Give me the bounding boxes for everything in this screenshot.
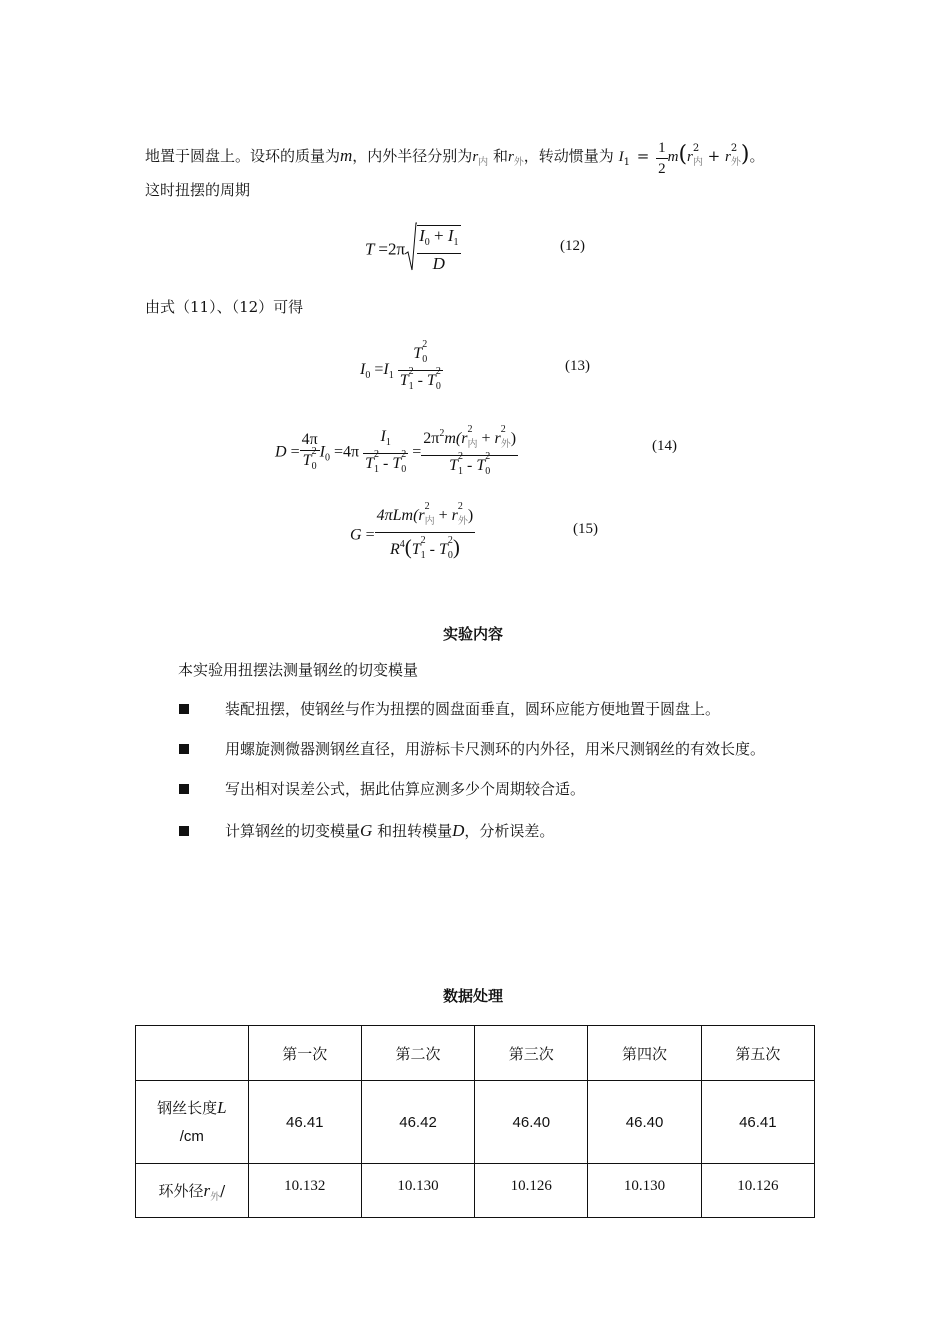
var-I: I <box>380 427 386 445</box>
list-item <box>225 821 554 841</box>
table-cell: 46.41 <box>248 1081 361 1164</box>
table-cell: 46.40 <box>475 1081 588 1164</box>
sub: 1 <box>623 157 630 168</box>
numerator-prefix: 4πLm( <box>376 507 419 524</box>
var-r: r <box>725 149 731 165</box>
sup: 2 <box>420 535 426 546</box>
sup: 2 <box>692 143 700 154</box>
equation-12 <box>365 222 461 279</box>
sub-outer: 外 <box>210 1192 221 1203</box>
var-I: I <box>419 226 425 245</box>
fraction <box>375 501 476 566</box>
section-title-data: 数据处理 <box>443 987 504 1005</box>
text: ，内外半径分别为 <box>352 147 473 165</box>
sup: 2 <box>435 366 441 377</box>
sub: 0 <box>424 237 430 248</box>
var-I: I <box>383 361 389 379</box>
fraction-2 <box>363 427 408 480</box>
var-I: I <box>319 443 325 461</box>
text: ，转动惯量为 <box>523 147 614 165</box>
sup: 2 <box>458 451 464 462</box>
sup: 2 <box>311 445 317 457</box>
var-D: D <box>275 443 287 461</box>
sub-outer: 外 <box>730 157 741 168</box>
list-item: 装配扭摆，使钢丝与作为扭摆的圆盘面垂直，圆环应能方便地置于圆盘上。 <box>225 700 721 718</box>
numerator <box>421 424 518 455</box>
sub: 0 <box>422 354 428 365</box>
denominator <box>375 532 476 566</box>
sup: 4 <box>399 539 405 550</box>
coefficient: 4π <box>343 443 360 461</box>
table-cell: 46.42 <box>361 1081 474 1164</box>
sub: 0 <box>325 452 330 464</box>
plus: + <box>707 147 721 165</box>
sub-inner: 内 <box>692 157 703 168</box>
text: 地置于圆盘上。设环的质量为 <box>145 147 341 165</box>
text: ，分析误差。 <box>464 822 555 840</box>
sup: 2 <box>457 501 463 512</box>
table-header-row <box>136 1026 815 1081</box>
bullet-icon <box>179 704 189 714</box>
numerator: 1 <box>658 140 666 156</box>
section-title-content: 实验内容 <box>443 625 504 643</box>
sup: 2 <box>374 448 380 460</box>
sub: 0 <box>365 370 371 382</box>
text: 。 <box>749 147 765 165</box>
var-T: T <box>392 454 402 472</box>
paragraph-line-1 <box>145 138 765 177</box>
unit-text: / <box>220 1182 226 1200</box>
sub: 1 <box>385 436 391 448</box>
sub: 1 <box>420 550 426 561</box>
equals: = <box>412 443 422 461</box>
list-item: 写出相对误差公式，据此估算应测多少个周期较合适。 <box>225 780 586 798</box>
sup: 2 <box>447 535 453 546</box>
equals: = <box>290 443 300 461</box>
sub-outer: 外 <box>513 157 524 168</box>
table-cell: 10.132 <box>248 1164 361 1218</box>
sup: 2 <box>439 428 445 439</box>
var-r: r <box>203 1181 211 1200</box>
data-table <box>135 1025 815 1218</box>
row-label <box>136 1081 249 1164</box>
var-r: r <box>461 430 468 447</box>
paren-close: ) <box>452 535 460 559</box>
fraction <box>398 339 443 397</box>
fraction-1 <box>300 430 320 477</box>
plus: + <box>434 226 444 245</box>
sup: 2 <box>730 143 738 154</box>
paren-close: ) <box>510 430 517 447</box>
sub-inner: 内 <box>467 439 478 450</box>
bullet-icon <box>179 744 189 754</box>
equals: = <box>334 443 344 461</box>
text: 和扭转模量 <box>377 822 453 840</box>
equation-number-13: (13) <box>565 358 590 374</box>
header-cell: 第一次 <box>248 1026 361 1081</box>
var-T: T <box>476 457 486 474</box>
text: 和 <box>492 147 508 165</box>
list-item: 用螺旋测微器测钢丝直径，用游标卡尺测环的内外径，用米尺测钢丝的有效长度。 <box>225 740 766 758</box>
var-r: r <box>451 507 458 524</box>
sup: 2 <box>485 451 491 462</box>
sub: 1 <box>453 237 459 248</box>
var-r: r <box>418 507 425 524</box>
equation-number-15: (15) <box>573 521 598 537</box>
table-cell: 46.41 <box>701 1081 814 1164</box>
sup: 2 <box>500 424 506 435</box>
derivation-text: 由式（11）、（12）可得 <box>145 298 304 316</box>
var-T: T <box>411 541 421 558</box>
var-T: T <box>365 239 375 259</box>
equation-15 <box>350 501 475 566</box>
var-T: T <box>438 541 448 558</box>
denominator: D <box>417 253 460 274</box>
denominator <box>398 366 443 397</box>
header-cell: 第二次 <box>361 1026 474 1081</box>
var-L: L <box>217 1097 227 1117</box>
sup: 2 <box>422 339 428 350</box>
denominator <box>421 451 518 482</box>
table-cell: 46.40 <box>588 1081 701 1164</box>
sub-inner: 内 <box>478 157 489 168</box>
coefficient: 2π <box>423 430 440 447</box>
sub: 1 <box>408 381 414 392</box>
var-m: m( <box>444 430 462 447</box>
var-r: r <box>687 149 693 165</box>
paren-close: ) <box>740 142 750 167</box>
fraction-3 <box>421 424 518 482</box>
table-cell: 10.126 <box>475 1164 588 1218</box>
sub-outer: 外 <box>500 439 511 450</box>
sub: 1 <box>388 370 394 382</box>
numerator <box>375 501 476 532</box>
var-G: G <box>350 526 362 544</box>
paren-close: ) <box>467 507 474 524</box>
var-T: T <box>302 451 312 469</box>
paren-open: ( <box>678 142 688 167</box>
sup: 2 <box>467 424 473 435</box>
equation-14 <box>275 424 518 482</box>
paren-open: ( <box>404 535 412 559</box>
sup: 2 <box>401 448 407 460</box>
paragraph-line-2: 这时扭摆的周期 <box>145 181 251 199</box>
minus: - <box>429 541 435 558</box>
sqrt-fraction <box>417 225 460 274</box>
table-cell: 10.126 <box>701 1164 814 1218</box>
sub: 1 <box>374 463 380 475</box>
sub: 0 <box>485 466 491 477</box>
sub-outer: 外 <box>457 516 468 527</box>
var-G: G <box>360 821 373 840</box>
section-intro: 本实验用扭摆法测量钢丝的切变模量 <box>178 661 419 679</box>
sub: 0 <box>401 463 407 475</box>
minus: - <box>417 372 423 389</box>
denominator <box>363 448 408 480</box>
header-cell: 第五次 <box>701 1026 814 1081</box>
var-m: m <box>667 149 679 165</box>
sup: 2 <box>408 366 414 377</box>
var-I: I <box>618 149 624 165</box>
var-I: I <box>447 226 454 245</box>
sub: 0 <box>311 460 317 472</box>
plus: + <box>438 507 448 524</box>
bullet-icon <box>179 826 189 836</box>
denominator: 2 <box>656 158 668 179</box>
var-T: T <box>426 372 436 389</box>
equals: = <box>365 526 375 544</box>
header-cell: 第三次 <box>475 1026 588 1081</box>
var-T: T <box>413 345 423 362</box>
var-r: r <box>494 430 501 447</box>
var-r: r <box>507 149 514 165</box>
table-cell: 10.130 <box>361 1164 474 1218</box>
var-r: r <box>472 149 479 165</box>
equation-13 <box>360 339 443 397</box>
coefficient: 2π <box>388 239 406 259</box>
table-cell: 10.130 <box>588 1164 701 1218</box>
sqrt-sign <box>405 222 417 279</box>
sub-inner: 内 <box>424 516 435 527</box>
sub: 1 <box>458 466 464 477</box>
text: 计算钢丝的切变模量 <box>225 822 361 840</box>
equation-number-12: (12) <box>560 238 585 254</box>
numerator: 4π <box>301 430 318 448</box>
row-label <box>136 1164 249 1218</box>
sup: 2 <box>424 501 430 512</box>
table-row <box>136 1081 815 1164</box>
sub: 0 <box>435 381 441 392</box>
var-D: D <box>452 821 465 840</box>
equals: = <box>374 361 384 379</box>
equals: = <box>636 147 650 165</box>
label-text: 钢丝长度 <box>157 1098 218 1117</box>
numerator <box>417 226 460 253</box>
header-cell: 第四次 <box>588 1026 701 1081</box>
minus: - <box>383 454 389 472</box>
equation-number-14: (14) <box>652 438 677 454</box>
var-I: I <box>360 361 366 379</box>
var-T: T <box>399 372 409 389</box>
unit-text: /cm <box>179 1127 204 1145</box>
denominator <box>300 445 320 477</box>
equals: = <box>378 239 388 259</box>
var-R: R <box>389 541 400 558</box>
bullet-icon <box>179 784 189 794</box>
sub: 0 <box>447 550 453 561</box>
plus: + <box>481 430 491 447</box>
label-text: 环外径 <box>158 1182 204 1200</box>
var-T: T <box>449 457 459 474</box>
minus: - <box>467 457 473 474</box>
table-row <box>136 1164 815 1218</box>
var-m: m <box>340 146 353 165</box>
header-cell <box>136 1026 249 1081</box>
var-T: T <box>365 454 375 472</box>
fraction-half <box>656 138 668 179</box>
